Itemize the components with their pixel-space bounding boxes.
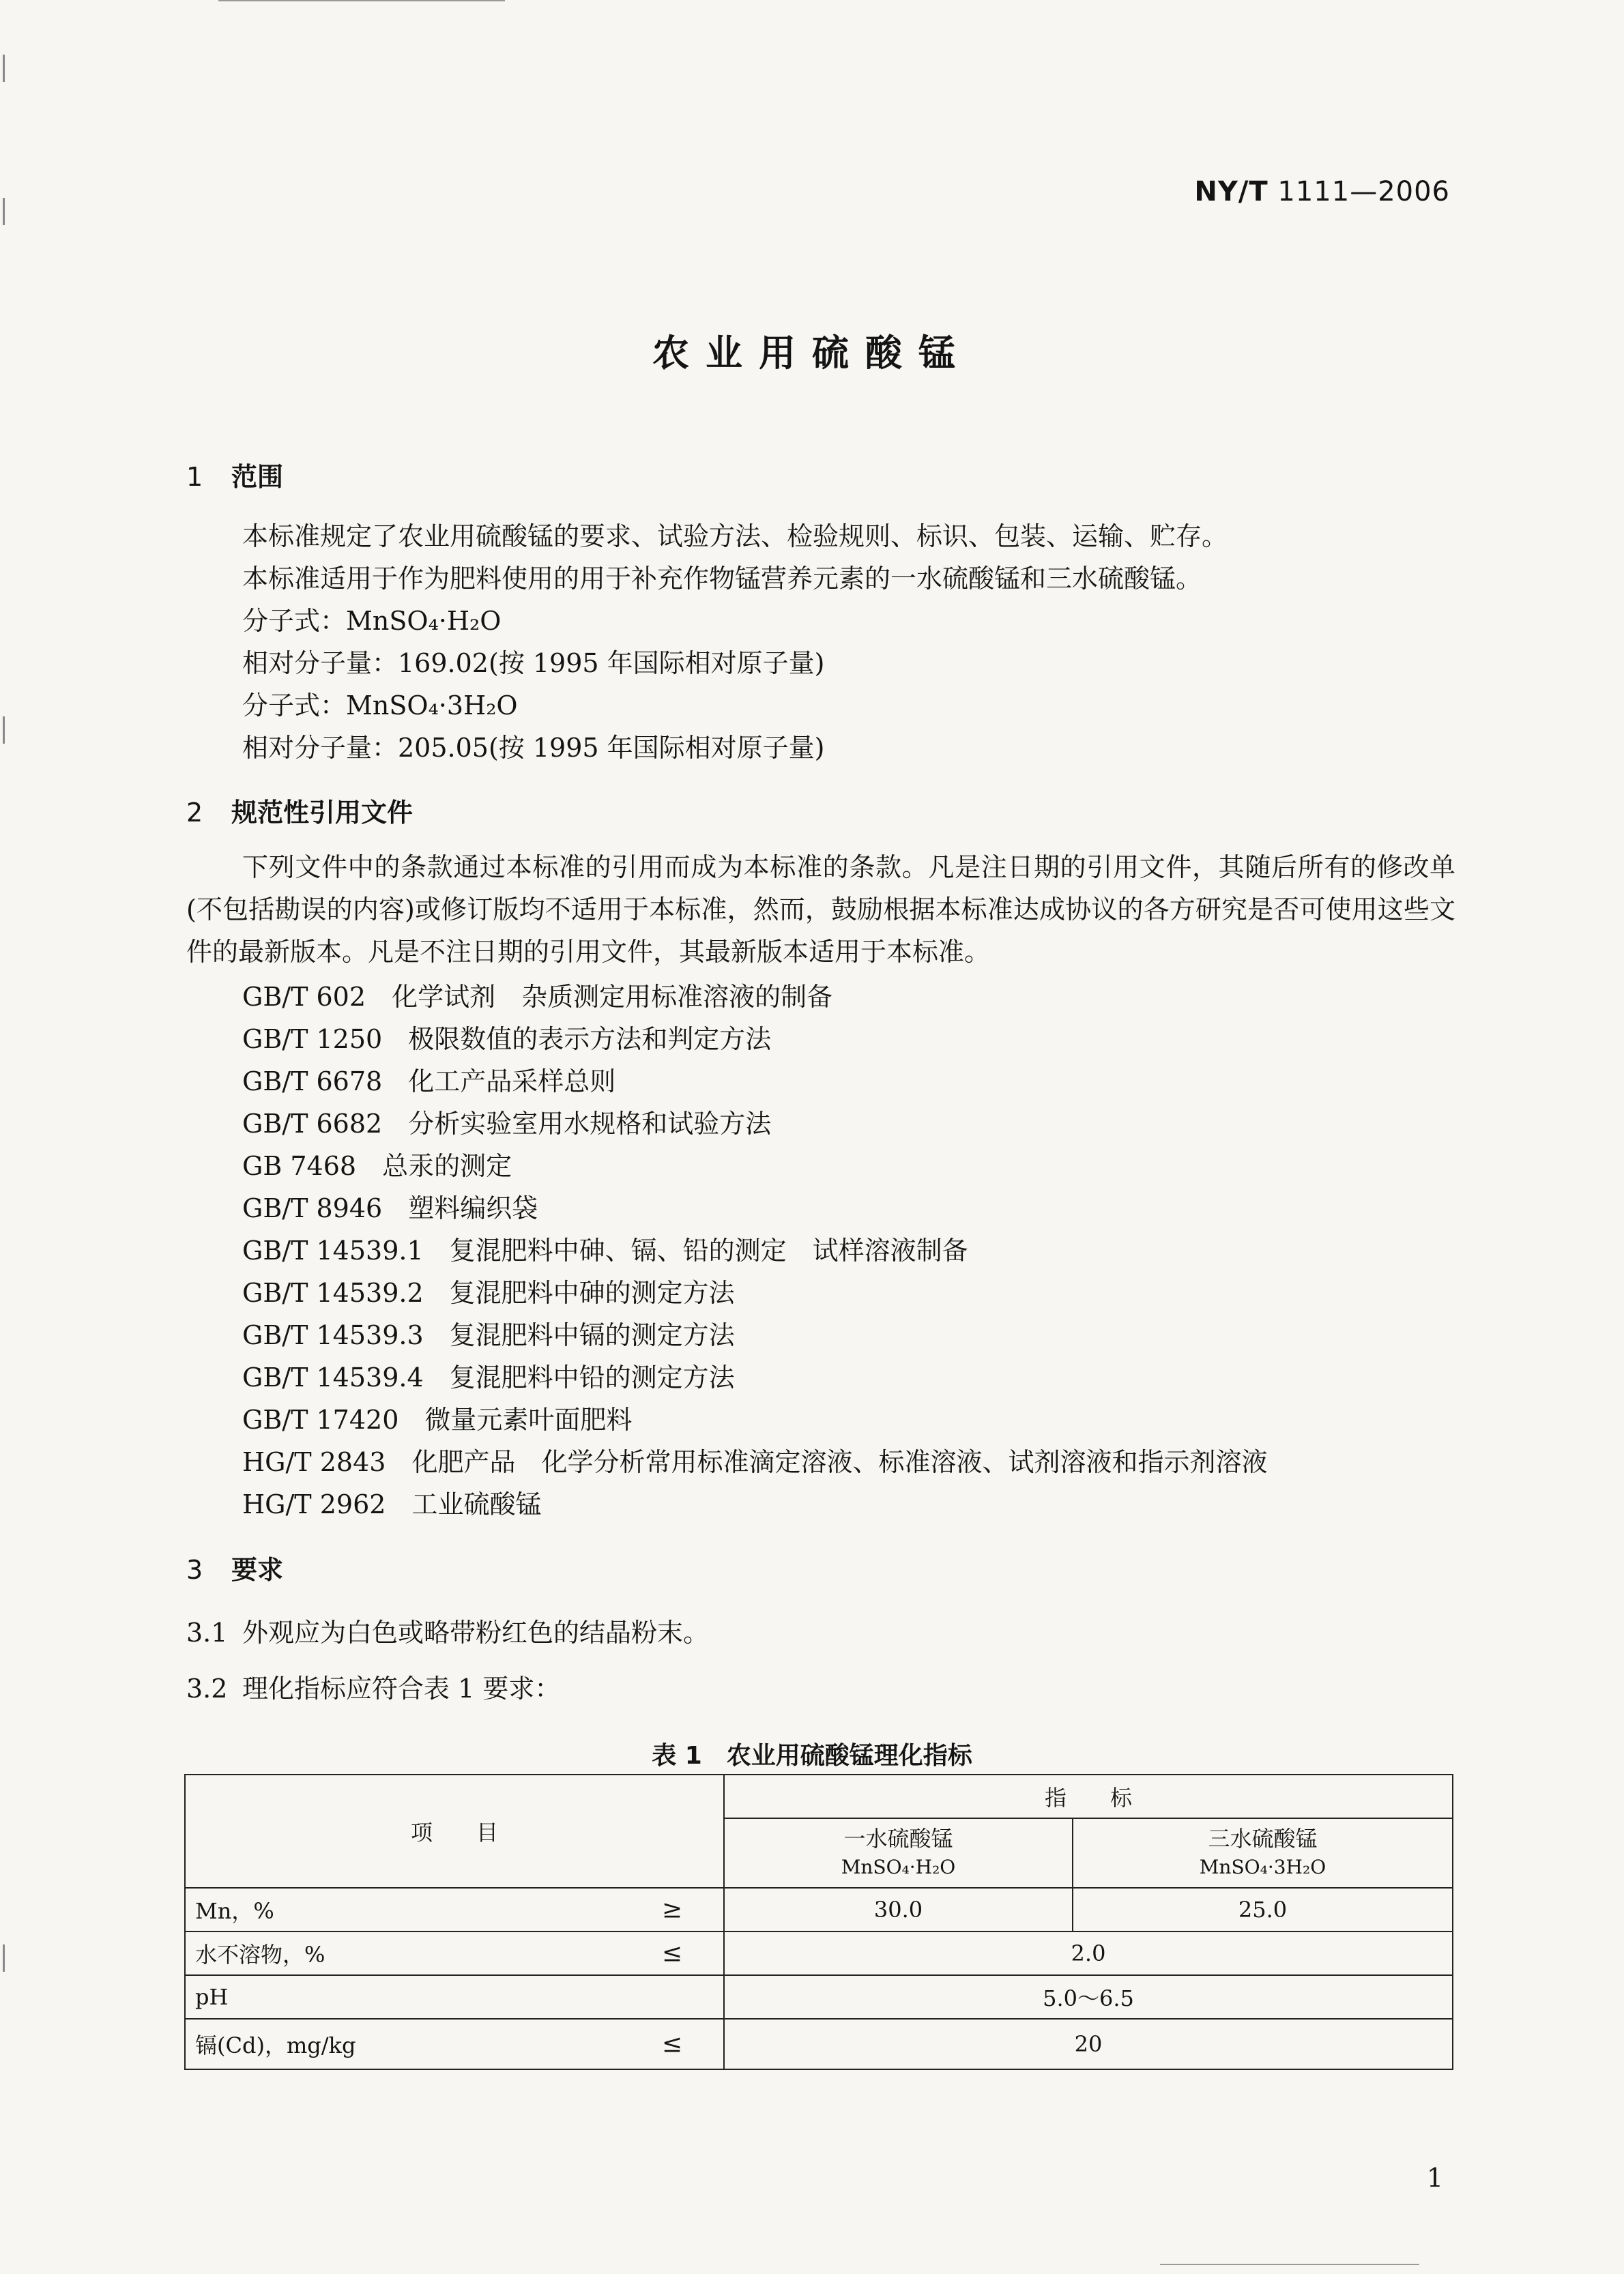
reference-code: GB/T 602: [242, 982, 366, 1012]
scope-line: 分子式：MnSO₄·3H₂O: [242, 690, 518, 720]
spec-table: [184, 1774, 1453, 2070]
reference-title: 塑料编织袋: [408, 1193, 538, 1223]
page-number: 1: [1426, 2163, 1443, 2193]
section-title: 规范性引用文件: [231, 798, 414, 828]
references-intro: 下列文件中的条款通过本标准的引用而成为本标准的条款。凡是注日期的引用文件，其随后所有的修改单(不包括勘误的内容)或修订版均不适用于本标准，然而，鼓励根据本标准达成协议的各方研究是否可使用这些文件的最新版本。凡是不注日期的引用文件，其最新版本适用于本标准。: [186, 852, 1455, 967]
row-item: [185, 1932, 724, 1975]
reference-code: HG/T 2962: [242, 1489, 386, 1519]
table-header-row: [185, 1775, 1453, 1818]
tri-value: 25.0: [1073, 1888, 1453, 1932]
table-row: [185, 1932, 1453, 1975]
table-row: [185, 1975, 1453, 2019]
reference-code: GB/T 14539.3: [242, 1320, 424, 1350]
table-row: [185, 2019, 1453, 2069]
item-number: 3.2: [186, 1674, 228, 1704]
reference-title: 微量元素叶面肥料: [424, 1405, 633, 1435]
reference-title: 工业硫酸锰: [411, 1489, 542, 1519]
reference-code: GB 7468: [242, 1151, 357, 1181]
reference-item: [242, 1399, 632, 1436]
requirement-item: [186, 1612, 709, 1649]
row-item: [185, 2019, 724, 2069]
section-number: 2: [186, 798, 203, 828]
edge-mark: [3, 716, 5, 744]
header-tri: [1073, 1818, 1453, 1888]
reference-code: GB/T 17420: [242, 1405, 399, 1435]
reference-item: [242, 1356, 735, 1394]
reference-title: 极限数值的表示方法和判定方法: [408, 1024, 772, 1054]
reference-code: GB/T 14539.1: [242, 1236, 424, 1266]
reference-code: GB/T 8946: [242, 1193, 383, 1223]
row-label: 水不溶物，%: [195, 1942, 325, 1968]
reference-title: 分析实验室用水规格和试验方法: [408, 1109, 772, 1139]
reference-code: GB/T 14539.2: [242, 1278, 424, 1308]
section-3-heading: [186, 1549, 283, 1586]
section-title: 范围: [231, 462, 284, 492]
table-caption: 表 1 农业用硫酸锰理化指标: [652, 1742, 972, 1770]
row-label: pH: [195, 1984, 229, 2010]
comparison-symbol: ≤: [661, 2030, 682, 2058]
reference-item: [242, 1229, 968, 1267]
header-item: 项 目: [185, 1775, 724, 1888]
reference-title: 总汞的测定: [382, 1151, 512, 1181]
reference-item: [242, 1145, 512, 1182]
header-tri-formula: MnSO₄·3H₂O: [1199, 1856, 1326, 1878]
header-tri-name: 三水硫酸锰: [1208, 1826, 1318, 1852]
scope-line: 分子式：MnSO₄·H₂O: [242, 606, 502, 636]
mono-value: 30.0: [724, 1888, 1073, 1932]
row-item: [185, 1888, 724, 1932]
reference-code: HG/T 2843: [242, 1447, 386, 1477]
section-2-heading: [186, 791, 413, 829]
reference-item: [242, 1187, 538, 1225]
scope-line: 相对分子量：169.02(按 1995 年国际相对原子量): [242, 648, 825, 678]
row-label: 镉(Cd)，mg/kg: [195, 2032, 356, 2058]
item-number: 3.1: [186, 1618, 228, 1648]
header-index: 指 标: [724, 1775, 1453, 1818]
section-number: 1: [186, 462, 203, 492]
table-row: [185, 1888, 1453, 1932]
standard-code: NY/T: [1194, 176, 1268, 207]
merged-value: 5.0～6.5: [724, 1975, 1453, 2019]
reference-code: GB/T 6682: [242, 1109, 383, 1139]
reference-code: GB/T 6678: [242, 1066, 383, 1096]
header-mono: [724, 1818, 1073, 1888]
scope-line: 本标准规定了农业用硫酸锰的要求、试验方法、检验规则、标识、包装、运输、贮存。: [242, 521, 1228, 551]
merged-value: 2.0: [724, 1932, 1453, 1975]
reference-item: [242, 1272, 735, 1309]
reference-title: 化工产品采样总则: [408, 1066, 616, 1096]
reference-item: [242, 1060, 615, 1098]
reference-item: [242, 1441, 1267, 1478]
row-item: [185, 1975, 724, 2019]
item-text: 理化指标应符合表 1 要求：: [242, 1674, 561, 1704]
document-title: 农业用硫酸锰: [652, 332, 972, 375]
edge-mark: [3, 55, 5, 82]
section-number: 3: [186, 1555, 203, 1585]
standard-number: [1194, 176, 1450, 207]
scope-line: 相对分子量：205.05(按 1995 年国际相对原子量): [242, 733, 825, 763]
reference-title: 复混肥料中砷的测定方法: [449, 1278, 735, 1308]
requirement-item: [186, 1667, 560, 1705]
header-mono-name: 一水硫酸锰: [843, 1826, 953, 1852]
reference-item: [242, 1018, 771, 1055]
reference-item: [242, 1314, 735, 1352]
top-rule: [218, 0, 505, 1]
reference-title: 复混肥料中砷、镉、铅的测定 试样溶液制备: [449, 1236, 968, 1266]
reference-title: 复混肥料中镉的测定方法: [449, 1320, 735, 1350]
edge-mark: [3, 198, 5, 225]
reference-title: 化肥产品 化学分析常用标准滴定溶液、标准溶液、试剂溶液和指示剂溶液: [411, 1447, 1268, 1477]
header-mono-formula: MnSO₄·H₂O: [841, 1856, 956, 1878]
comparison-symbol: ≥: [661, 1895, 682, 1924]
reference-title: 复混肥料中铅的测定方法: [449, 1362, 735, 1393]
row-label: Mn，%: [195, 1898, 274, 1924]
reference-title: 化学试剂 杂质测定用标准溶液的制备: [392, 982, 833, 1012]
bottom-rule: [1160, 2264, 1419, 2265]
reference-code: GB/T 1250: [242, 1024, 383, 1054]
section-title: 要求: [231, 1555, 284, 1585]
item-text: 外观应为白色或略带粉红色的结晶粉末。: [242, 1618, 710, 1648]
reference-item: [242, 976, 832, 1013]
edge-mark: [3, 1944, 5, 1972]
reference-item: [242, 1103, 771, 1140]
reference-item: [242, 1483, 541, 1521]
merged-value: 20: [724, 2019, 1453, 2069]
standard-year: 1111—2006: [1277, 176, 1450, 207]
reference-code: GB/T 14539.4: [242, 1362, 424, 1393]
scope-line: 本标准适用于作为肥料使用的用于补充作物锰营养元素的一水硫酸锰和三水硫酸锰。: [242, 564, 1202, 594]
comparison-symbol: ≤: [661, 1939, 682, 1968]
section-1-heading: [186, 456, 283, 493]
